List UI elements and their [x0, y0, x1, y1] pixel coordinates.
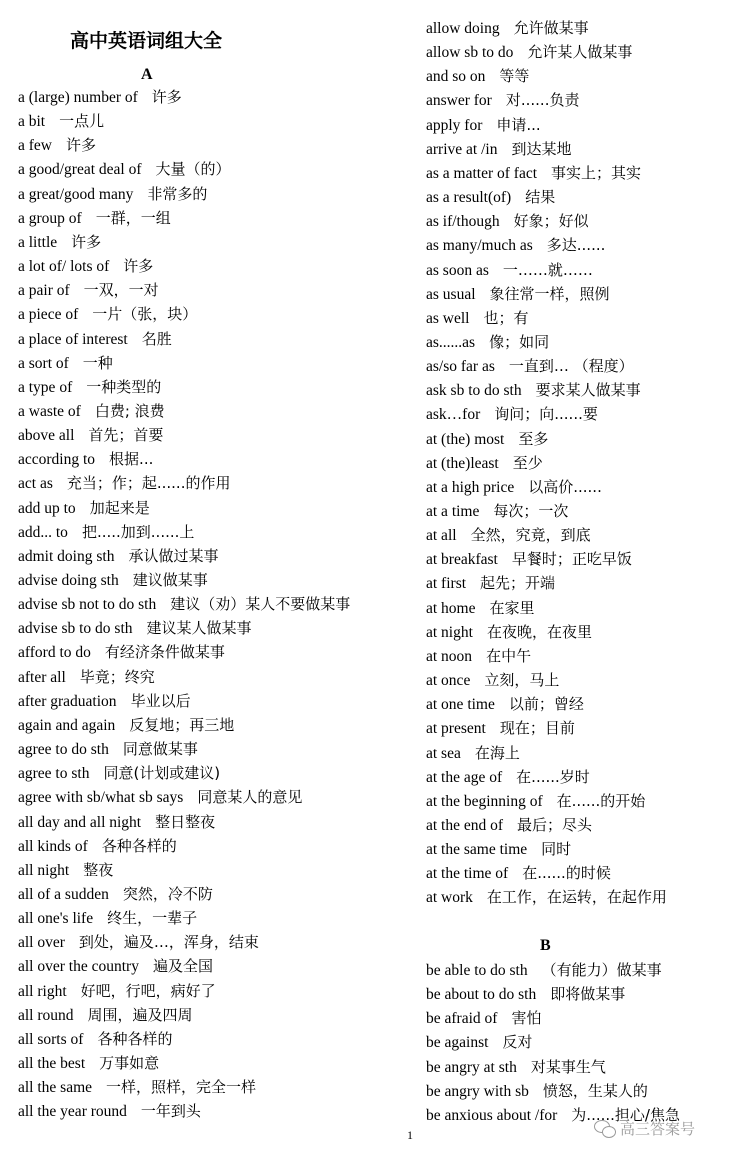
phrase-english: all kinds of [18, 837, 88, 855]
phrase-entry [426, 429, 548, 450]
phrase-chinese: 在夜晚，在夜里 [486, 622, 592, 641]
phrase-chinese: 好象；好似 [513, 212, 589, 231]
phrase-entry [426, 622, 592, 643]
phrase-english: agree to do sth [18, 741, 109, 759]
phrase-english: as a result(of) [426, 189, 512, 207]
phrase-english: all over [18, 934, 65, 952]
phrase-entry [426, 380, 641, 401]
phrase-entry [18, 642, 225, 663]
phrase-chinese: 以高价...... [528, 477, 602, 496]
phrase-entry [426, 211, 589, 232]
phrase-chinese: 为......担心/焦急 [571, 1105, 680, 1124]
phrase-chinese: 在工作，在运转，在起作用 [486, 888, 667, 907]
phrase-entry [426, 308, 529, 329]
phrase-english: agree to sth [18, 765, 90, 783]
phrase-english: answer for [426, 92, 492, 110]
phrase-entry [18, 812, 215, 833]
phrase-entry [426, 670, 559, 691]
phrase-entry [426, 743, 520, 764]
phrase-entry [426, 598, 535, 619]
phrase-english: add... to [18, 523, 68, 541]
section-heading-a: A [141, 66, 153, 83]
phrase-english: as soon as [426, 261, 489, 279]
phrase-entry [18, 449, 153, 470]
phrase-english: be anxious about /for [426, 1106, 558, 1124]
phrase-chinese: 建议做某事 [132, 571, 208, 589]
phrase-entry [18, 787, 302, 808]
phrase-english: a pair of [18, 282, 70, 300]
phrase-english: at one time [426, 696, 495, 714]
phrase-entry [18, 884, 213, 905]
phrase-chinese: 建议（劝）某人不要做某事 [170, 595, 351, 614]
phrase-english: at noon [426, 647, 473, 665]
phrase-chinese: 一……就…… [502, 260, 593, 279]
phrase-entry [18, 425, 163, 446]
phrase-english: admit doing sth [18, 547, 115, 565]
phrase-chinese: 万事如意 [99, 1054, 160, 1072]
phrase-english: be able to do sth [426, 962, 528, 979]
phrase-english: afford to do [18, 644, 91, 662]
phrase-entry [18, 691, 191, 712]
phrase-chinese: 大量（的） [155, 160, 231, 179]
phrase-entry [426, 1057, 606, 1078]
phrase-chinese: 建议某人做某事 [146, 619, 252, 638]
phrase-chinese: 同时 [541, 840, 572, 859]
phrase-english: as many/much as [426, 237, 533, 255]
phrase-english: a sort of [18, 354, 69, 372]
phrase-english: after all [18, 668, 66, 686]
phrase-entry [426, 66, 529, 87]
phrase-entry [426, 18, 589, 39]
page-title: 高中英语词组大全 [70, 30, 223, 52]
phrase-chinese: 害怕 [511, 1009, 542, 1028]
phrase-entry [18, 87, 182, 108]
phrase-entry [426, 404, 598, 425]
phrase-chinese: 像；如同 [489, 332, 550, 351]
phrase-chinese: 允许某人做某事 [527, 43, 633, 62]
phrase-english: at a time [426, 503, 480, 520]
phrase-entry [18, 1101, 201, 1122]
phrase-chinese: 毕业以后 [130, 691, 191, 710]
phrase-chinese: 愤怒，生某人的 [542, 1081, 648, 1100]
phrase-entry [426, 235, 605, 256]
phrase-chinese: 在海上 [474, 743, 520, 762]
phrase-chinese: 全然，究竟，到底 [470, 526, 591, 545]
phrase-entry [426, 42, 632, 63]
phrase-chinese: 早餐时；正吃早饭 [511, 550, 632, 569]
phrase-chinese: 反对 [502, 1033, 533, 1052]
phrase-entry [426, 1032, 532, 1053]
phrase-entry [426, 839, 571, 860]
phrase-chinese: 至少 [512, 453, 543, 472]
phrase-entry [426, 646, 531, 667]
phrase-chinese: 许多 [71, 232, 102, 251]
phrase-english: after graduation [18, 692, 117, 710]
phrase-chinese: 对......负责 [505, 91, 580, 110]
phrase-chinese: 一种 [82, 353, 113, 372]
phrase-entry [426, 791, 645, 812]
phrase-entry [426, 887, 667, 908]
phrase-english: advise sb not to do sth [18, 596, 157, 614]
phrase-english: all one's life [18, 910, 94, 928]
phrase-english: at present [426, 720, 486, 738]
phrase-chinese: 根据... [109, 450, 154, 469]
phrase-english: all the same [18, 1079, 93, 1097]
phrase-chinese: 一年到头 [140, 1102, 201, 1121]
phrase-english: arrive at /in [426, 140, 498, 158]
phrase-english: above all [18, 427, 75, 445]
phrase-entry [18, 763, 220, 784]
phrase-english: advise sb to do sth [18, 620, 133, 638]
phrase-entry [426, 718, 575, 739]
phrase-english: be angry at sth [426, 1058, 517, 1076]
phrase-entry [18, 715, 234, 736]
phrase-chinese: 名胜 [141, 329, 172, 348]
phrase-chinese: 一双，一对 [83, 281, 159, 300]
phrase-entry [18, 739, 198, 760]
phrase-english: at home [426, 599, 476, 617]
phrase-chinese: 至多 [518, 429, 549, 448]
phrase-chinese: 白费; 浪费 [94, 401, 165, 420]
phrase-english: at the time of [426, 865, 509, 883]
phrase-english: act as [18, 475, 53, 493]
phrase-entry [426, 187, 555, 208]
phrase-chinese: 一样，照样，完全一样 [106, 1078, 257, 1097]
phrase-chinese: 以前；曾经 [508, 695, 584, 714]
phrase-english: at all [426, 527, 457, 545]
phrase-chinese: 一种类型的 [86, 377, 162, 396]
phrase-english: at the end of [426, 816, 504, 834]
phrase-english: be afraid of [426, 1010, 498, 1028]
phrase-chinese: 在家里 [489, 598, 535, 617]
phrase-chinese: 许多 [123, 257, 154, 276]
phrase-entry [18, 1029, 172, 1050]
phrase-entry [18, 256, 153, 277]
phrase-entry [18, 329, 172, 350]
phrase-chinese: 把.....加到......上 [81, 522, 195, 541]
phrase-english: at the same time [426, 841, 528, 859]
phrase-chinese: 在......的时候 [522, 864, 611, 883]
page-number: 1 [407, 1128, 413, 1142]
phrase-chinese: 一群，一组 [95, 208, 171, 227]
phrase-english: a type of [18, 378, 73, 396]
watermark [594, 1118, 695, 1139]
phrase-english: all sorts of [18, 1030, 84, 1048]
phrase-chinese: 同意某人的意见 [197, 788, 303, 807]
phrase-english: at the beginning of [426, 792, 543, 810]
phrase-english: apply for [426, 116, 483, 134]
phrase-entry [426, 163, 641, 184]
phrase-english: at a high price [426, 478, 515, 496]
phrase-chinese: 结果 [525, 188, 556, 207]
phrase-chinese: 有经济条件做某事 [104, 643, 225, 662]
phrase-entry [18, 618, 252, 639]
phrase-chinese: 到处，遍及…，浑身，结束 [78, 933, 259, 952]
phrase-english: as well [426, 309, 470, 327]
phrase-chinese: 同意(计划或建议) [103, 764, 221, 783]
phrase-entry [18, 208, 171, 229]
phrase-english: all round [18, 1006, 74, 1024]
phrase-english: advise doing sth [18, 572, 119, 589]
phrase-entry [426, 284, 610, 305]
phrase-english: ask sb to do sth [426, 382, 522, 400]
phrase-entry [18, 1005, 193, 1026]
phrase-english: according to [18, 451, 96, 469]
phrase-english: be angry with sb [426, 1082, 529, 1100]
phrase-english: a few [18, 137, 52, 155]
phrase-chinese: 一片（张，块） [92, 305, 198, 324]
phrase-chinese: 在......岁时 [516, 767, 590, 786]
phrase-english: a bit [18, 113, 46, 131]
phrase-chinese: 同意做某事 [122, 740, 198, 759]
phrase-chinese: 起先；开端 [480, 574, 556, 593]
phrase-chinese: 等等 [499, 67, 530, 86]
section-heading-b: B [540, 937, 551, 954]
phrase-entry [18, 498, 150, 519]
phrase-chinese: 充当；作；起......的作用 [66, 474, 231, 493]
phrase-english: at breakfast [426, 551, 498, 569]
phrase-chinese: 许多 [151, 88, 182, 106]
phrase-english: all day and all night [18, 813, 142, 831]
phrase-english: as......as [426, 333, 476, 351]
phrase-chinese: 遍及全国 [152, 957, 213, 976]
phrase-chinese: 非常多的 [147, 184, 208, 203]
phrase-english: all the year round [18, 1103, 127, 1121]
phrase-entry [426, 863, 611, 884]
phrase-chinese: 各种各样的 [101, 836, 177, 855]
phrase-english: as a matter of fact [426, 164, 538, 182]
phrase-chinese: 现在；目前 [499, 719, 575, 738]
phrase-entry [18, 304, 197, 325]
phrase-chinese: 好吧，行吧，病好了 [80, 981, 216, 1000]
phrase-chinese: 在......的开始 [556, 791, 646, 810]
phrase-english: a great/good many [18, 185, 134, 203]
phrase-english: at once [426, 672, 471, 690]
phrase-chinese: 许多 [66, 136, 97, 155]
phrase-english: be about to do sth [426, 986, 537, 1004]
phrase-english: a lot of/ lots of [18, 258, 110, 276]
phrase-entry [18, 932, 259, 953]
phrase-entry [18, 473, 230, 494]
phrase-chinese: 申请... [496, 115, 541, 134]
phrase-english: all right [18, 982, 67, 1000]
phrase-english: and so on [426, 68, 486, 86]
phrase-entry [426, 1008, 541, 1029]
phrase-entry [426, 332, 549, 353]
phrase-entry [426, 549, 632, 570]
phrase-english: agree with sb/what sb says [18, 789, 184, 807]
phrase-chinese: 立刻，马上 [484, 671, 560, 690]
phrase-entry [426, 477, 602, 498]
phrase-chinese: 首先；首要 [88, 426, 164, 445]
phrase-english: all over the country [18, 958, 139, 976]
phrase-english: a waste of [18, 402, 81, 420]
phrase-entry [426, 356, 634, 377]
phrase-entry [18, 908, 197, 929]
phrase-entry [18, 836, 177, 857]
phrase-chinese: 反复地；再三地 [129, 715, 235, 734]
phrase-chinese: 最后；尽头 [517, 815, 593, 834]
phrase-entry [426, 960, 662, 981]
phrase-english: at sea [426, 744, 461, 762]
phrase-chinese: 终生，一辈子 [107, 909, 198, 928]
phrase-chinese: 每次；一次 [493, 502, 569, 520]
phrase-chinese: 允许做某事 [513, 19, 589, 37]
phrase-english: allow sb to do [426, 44, 514, 62]
phrase-english: as/so far as [426, 358, 495, 376]
phrase-entry [18, 522, 194, 543]
phrase-chinese: （有能力）做某事 [541, 961, 662, 979]
phrase-english: a good/great deal of [18, 161, 142, 179]
phrase-english: at first [426, 575, 467, 593]
phrase-entry [426, 453, 543, 474]
phrase-entry [18, 981, 216, 1002]
phrase-entry [18, 860, 113, 881]
phrase-chinese: 加起来是 [89, 498, 150, 517]
phrase-english: all the best [18, 1055, 86, 1072]
phrase-entry [18, 401, 165, 422]
phrase-entry [426, 115, 541, 136]
phrase-chinese: 毕竟；终究 [79, 667, 155, 686]
phrase-english: at work [426, 889, 473, 907]
phrase-entry [426, 984, 625, 1005]
phrase-english: add up to [18, 499, 76, 517]
phrase-entry [426, 1081, 648, 1102]
phrase-entry [426, 694, 584, 715]
phrase-entry [18, 956, 213, 977]
phrase-entry [426, 260, 593, 281]
phrase-entry [18, 159, 231, 180]
phrase-chinese: 整日整夜 [155, 812, 216, 831]
phrase-chinese: 突然，冷不防 [122, 884, 213, 903]
phrase-entry [18, 594, 350, 615]
phrase-english: again and again [18, 716, 116, 734]
phrase-entry [18, 353, 113, 374]
phrase-english: all of a sudden [18, 885, 109, 903]
phrase-english: a place of interest [18, 330, 128, 348]
phrase-chinese: 周围，遍及四周 [87, 1005, 193, 1024]
phrase-chinese: 事实上；其实 [551, 163, 642, 182]
phrase-chinese: 到达某地 [511, 139, 572, 158]
phrase-chinese: 询问；向......要 [494, 405, 598, 424]
chat-bubbles-icon [594, 1120, 616, 1138]
phrase-english: all night [18, 861, 70, 879]
phrase-english: at (the)least [426, 454, 499, 472]
phrase-entry [18, 232, 101, 253]
phrase-english: a (large) number of [18, 89, 138, 106]
phrase-chinese: 一点儿 [59, 112, 105, 131]
phrase-entry [18, 667, 155, 688]
phrase-entry [18, 135, 96, 156]
phrase-entry [18, 377, 161, 398]
phrase-entry [18, 570, 208, 591]
phrase-entry [18, 184, 207, 205]
phrase-chinese: 多达...... [546, 236, 606, 255]
phrase-entry [426, 139, 571, 160]
phrase-chinese: 各种各样的 [97, 1029, 173, 1048]
phrase-english: as usual [426, 285, 476, 303]
phrase-entry [426, 767, 590, 788]
phrase-entry [18, 111, 104, 132]
phrase-chinese: 即将做某事 [550, 985, 626, 1004]
phrase-entry [426, 525, 591, 546]
phrase-entry [426, 90, 579, 111]
phrase-english: at night [426, 623, 473, 641]
phrase-entry [426, 815, 592, 836]
phrase-chinese: 也；有 [483, 308, 529, 327]
phrase-entry [426, 501, 568, 522]
phrase-entry [18, 546, 218, 567]
phrase-chinese: 要求某人做某事 [535, 381, 641, 400]
phrase-english: ask…for [426, 406, 481, 424]
phrase-english: a piece of [18, 306, 79, 324]
phrase-entry [426, 573, 555, 594]
phrase-english: at (the) most [426, 430, 505, 448]
phrase-english: a group of [18, 209, 82, 227]
phrase-chinese: 对某事生气 [530, 1057, 606, 1076]
phrase-english: at the age of [426, 768, 503, 786]
watermark-text: 高三答案号 [620, 1120, 696, 1138]
phrase-chinese: 在中午 [486, 646, 532, 665]
phrase-entry [18, 1077, 256, 1098]
phrase-english: as if/though [426, 213, 500, 231]
phrase-entry [18, 1053, 159, 1074]
phrase-entry [18, 280, 159, 301]
phrase-chinese: 一直到… （程度） [508, 357, 634, 376]
phrase-english: be against [426, 1034, 489, 1052]
phrase-english: allow doing [426, 20, 500, 37]
phrase-chinese: 承认做过某事 [128, 546, 219, 565]
phrase-english: a little [18, 233, 58, 251]
phrase-chinese: 象往常一样，照例 [489, 284, 610, 303]
phrase-chinese: 整夜 [83, 860, 114, 879]
